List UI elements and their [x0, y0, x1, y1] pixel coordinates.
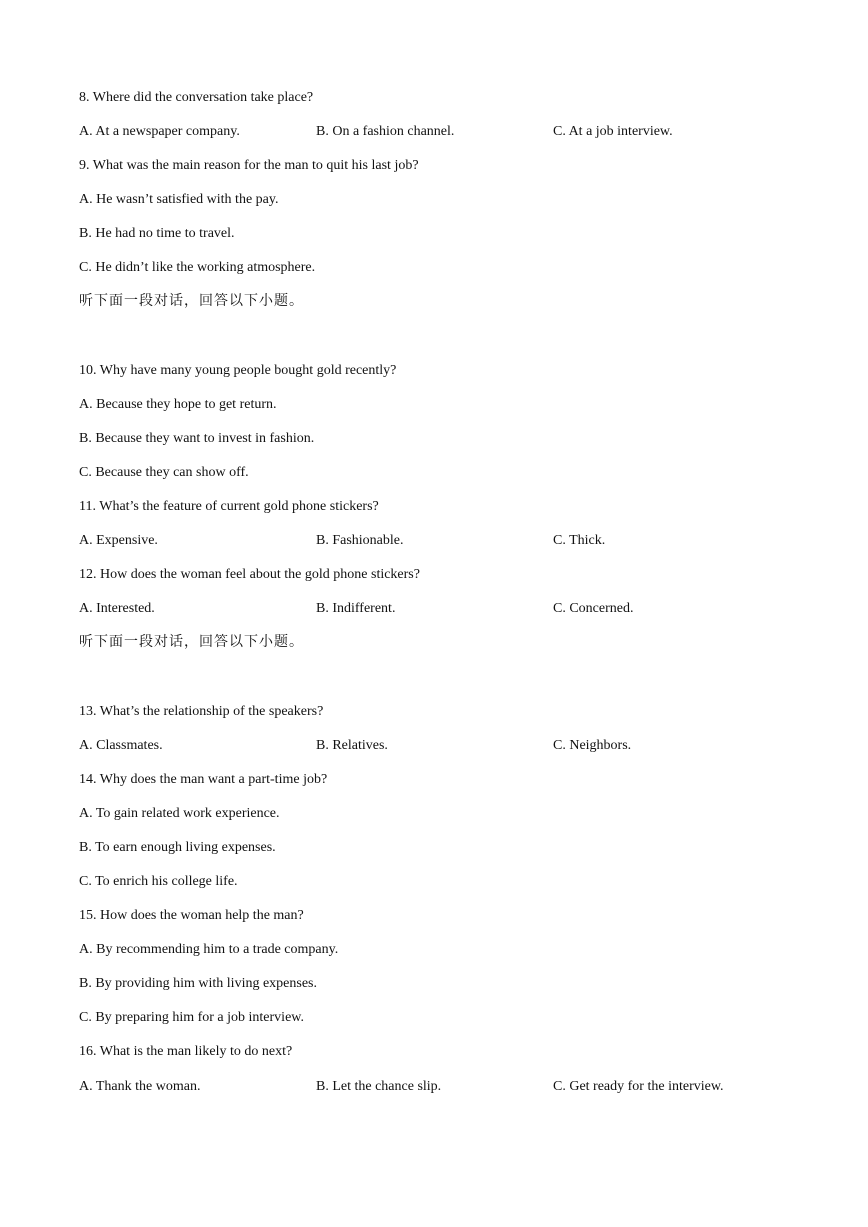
option-a[interactable]: A. By recommending him to a trade company. [79, 942, 339, 957]
option-c[interactable]: C. At a job interview. [553, 124, 673, 139]
option-b[interactable]: B. He had no time to travel. [79, 226, 235, 241]
option-b[interactable]: B. On a fashion channel. [316, 124, 455, 139]
option-a[interactable]: A. At a newspaper company. [79, 124, 240, 139]
option-a[interactable]: A. To gain related work experience. [79, 806, 280, 821]
option-a[interactable]: A. Thank the woman. [79, 1079, 201, 1094]
option-c[interactable]: C. Thick. [553, 533, 606, 548]
option-b[interactable]: B. Indifferent. [316, 601, 396, 616]
option-c[interactable]: C. By preparing him for a job interview. [79, 1010, 304, 1025]
question-13-stem: 13. What’s the relationship of the speakers? [79, 704, 324, 719]
option-c[interactable]: C. He didn’t like the working atmosphere. [79, 260, 316, 275]
option-b[interactable]: B. To earn enough living expenses. [79, 840, 276, 855]
question-9-stem: 9. What was the main reason for the man to quit his last job? [79, 158, 419, 173]
option-a[interactable]: A. He wasn’t satisfied with the pay. [79, 192, 279, 207]
question-15-stem: 15. How does the woman help the man? [79, 908, 304, 923]
question-11-stem: 11. What’s the feature of current gold phone stickers? [79, 499, 379, 514]
option-c[interactable]: C. Because they can show off. [79, 465, 249, 480]
option-b[interactable]: B. Let the chance slip. [316, 1079, 442, 1094]
question-12-stem: 12. How does the woman feel about the gold phone stickers? [79, 567, 420, 582]
option-b[interactable]: B. Fashionable. [316, 533, 404, 548]
option-a[interactable]: A. Classmates. [79, 738, 163, 753]
option-b[interactable]: B. Relatives. [316, 738, 388, 753]
option-b[interactable]: B. By providing him with living expenses. [79, 976, 317, 991]
option-c[interactable]: C. To enrich his college life. [79, 874, 238, 889]
section-instruction: 听下面一段对话，回答以下小题。 [79, 635, 304, 650]
option-b[interactable]: B. Because they want to invest in fashion. [79, 431, 315, 446]
option-a[interactable]: A. Because they hope to get return. [79, 397, 277, 412]
option-c[interactable]: C. Concerned. [553, 601, 634, 616]
question-8-stem: 8. Where did the conversation take place? [79, 90, 314, 105]
section-instruction: 听下面一段对话，回答以下小题。 [79, 294, 304, 309]
option-a[interactable]: A. Expensive. [79, 533, 158, 548]
option-c[interactable]: C. Neighbors. [553, 738, 632, 753]
option-a[interactable]: A. Interested. [79, 601, 155, 616]
option-c[interactable]: C. Get ready for the interview. [553, 1079, 724, 1094]
question-16-stem: 16. What is the man likely to do next? [79, 1044, 293, 1059]
question-14-stem: 14. Why does the man want a part-time job? [79, 772, 328, 787]
question-10-stem: 10. Why have many young people bought gold recently? [79, 363, 397, 378]
